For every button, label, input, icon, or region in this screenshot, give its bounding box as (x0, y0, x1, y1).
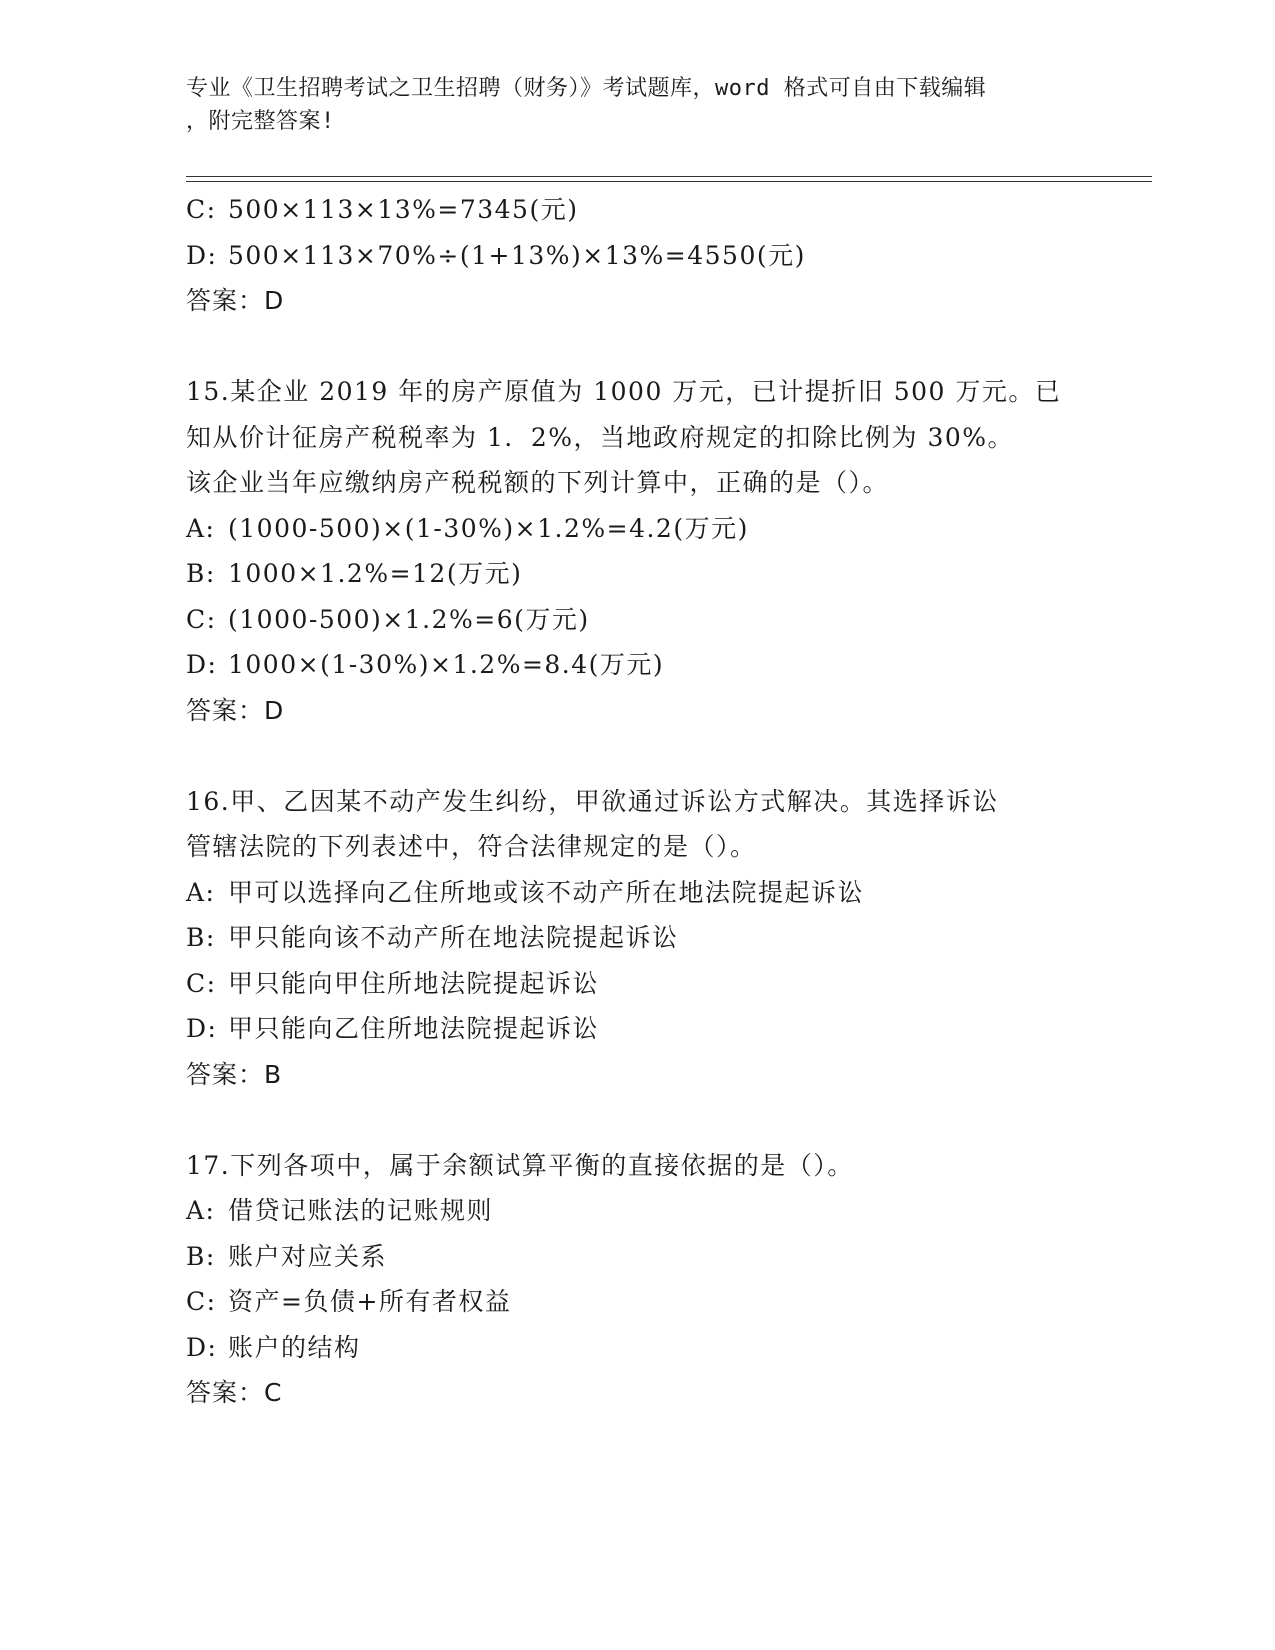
question-stem-line: 17.下列各项中，属于余额试算平衡的直接依据的是（）。 (186, 1150, 854, 1180)
option-c (186, 961, 1152, 1007)
question-17 (186, 1143, 1152, 1416)
option-d (186, 233, 1152, 279)
option-label: D: (186, 1014, 218, 1043)
option-text: 账户对应关系 (228, 1241, 388, 1271)
option-b (186, 551, 1152, 597)
option-text: 甲只能向甲住所地法院提起诉讼 (228, 968, 600, 998)
question-16 (186, 779, 1152, 1098)
question-stem-line: 15.某企业 2019 年的房产原值为 1000 万元，已计提折旧 500 万元。已 (186, 377, 1062, 406)
option-label: C: (186, 968, 217, 998)
option-label: B: (186, 1241, 216, 1271)
option-label: A: (186, 1196, 216, 1225)
document-body (186, 187, 1152, 1416)
option-text: 甲可以选择向乙住所地或该不动产所在地法院提起诉讼 (228, 877, 865, 907)
option-d (186, 1325, 1152, 1371)
option-text: 1000×(1-30%)×1.2%=8.4(万元) (228, 650, 665, 679)
option-text: (1000-500)×(1-30%)×1.2%=4.2(万元) (228, 513, 749, 543)
question-stem-line: 16.甲、乙因某不动产发生纠纷，甲欲通过诉讼方式解决。其选择诉讼 (186, 786, 999, 816)
option-text: 500×113×70%÷(1+13%)×13%=4550(元) (228, 240, 806, 270)
option-text: (1000-500)×1.2%=6(万元) (228, 604, 590, 634)
option-text: 1000×1.2%=12(万元) (228, 559, 523, 588)
option-a (186, 870, 1152, 916)
answer-line: 答案：D (186, 286, 285, 315)
header-line-1: 专业《卫生招聘考试之卫生招聘（财务）》考试题库，word 格式可自由下载编辑 (186, 76, 987, 101)
option-label: D: (186, 1332, 218, 1362)
question-stem-line: 管辖法院的下列表述中，符合法律规定的是（）。 (186, 832, 757, 861)
answer-line: 答案：B (186, 1059, 283, 1089)
question-stem-line: 知从价计征房产税税率为 1．2%，当地政府规定的扣除比例为 30%。 (186, 422, 1015, 452)
option-label: D: (186, 240, 218, 270)
option-label: C: (186, 195, 217, 224)
option-text: 账户的结构 (228, 1332, 361, 1362)
header-line-2: ，附完整答案! (186, 109, 335, 134)
option-d (186, 1006, 1152, 1052)
option-label: D: (186, 650, 218, 679)
answer-line: 答案：C (186, 1378, 283, 1407)
option-c (186, 187, 1152, 233)
spacer (186, 733, 1152, 779)
option-label: B: (186, 559, 216, 588)
option-c (186, 1279, 1152, 1325)
option-text: 借贷记账法的记账规则 (228, 1196, 494, 1225)
answer-line: 答案：D (186, 695, 285, 725)
option-a (186, 506, 1152, 552)
option-label: A: (186, 513, 216, 543)
option-d (186, 642, 1152, 688)
question-stem-line: 该企业当年应缴纳房产税税额的下列计算中，正确的是（）。 (186, 468, 890, 497)
option-label: C: (186, 1287, 217, 1316)
option-label: A: (186, 877, 216, 907)
option-label: B: (186, 923, 216, 952)
option-text: 甲只能向该不动产所在地法院提起诉讼 (228, 923, 679, 952)
option-label: C: (186, 604, 217, 634)
header-divider-bottom (186, 181, 1152, 182)
option-b (186, 1234, 1152, 1280)
option-text: 500×113×13%=7345(元) (228, 195, 579, 224)
option-text: 资产=负债+所有者权益 (228, 1287, 512, 1316)
spacer (186, 1097, 1152, 1143)
option-text: 甲只能向乙住所地法院提起诉讼 (228, 1014, 600, 1043)
spacer (186, 324, 1152, 370)
option-c (186, 597, 1152, 643)
header-divider-top (186, 176, 1152, 177)
option-a (186, 1188, 1152, 1234)
option-b (186, 915, 1152, 961)
question-14-continuation (186, 187, 1152, 324)
question-15 (186, 369, 1152, 733)
document-header (186, 72, 1066, 138)
